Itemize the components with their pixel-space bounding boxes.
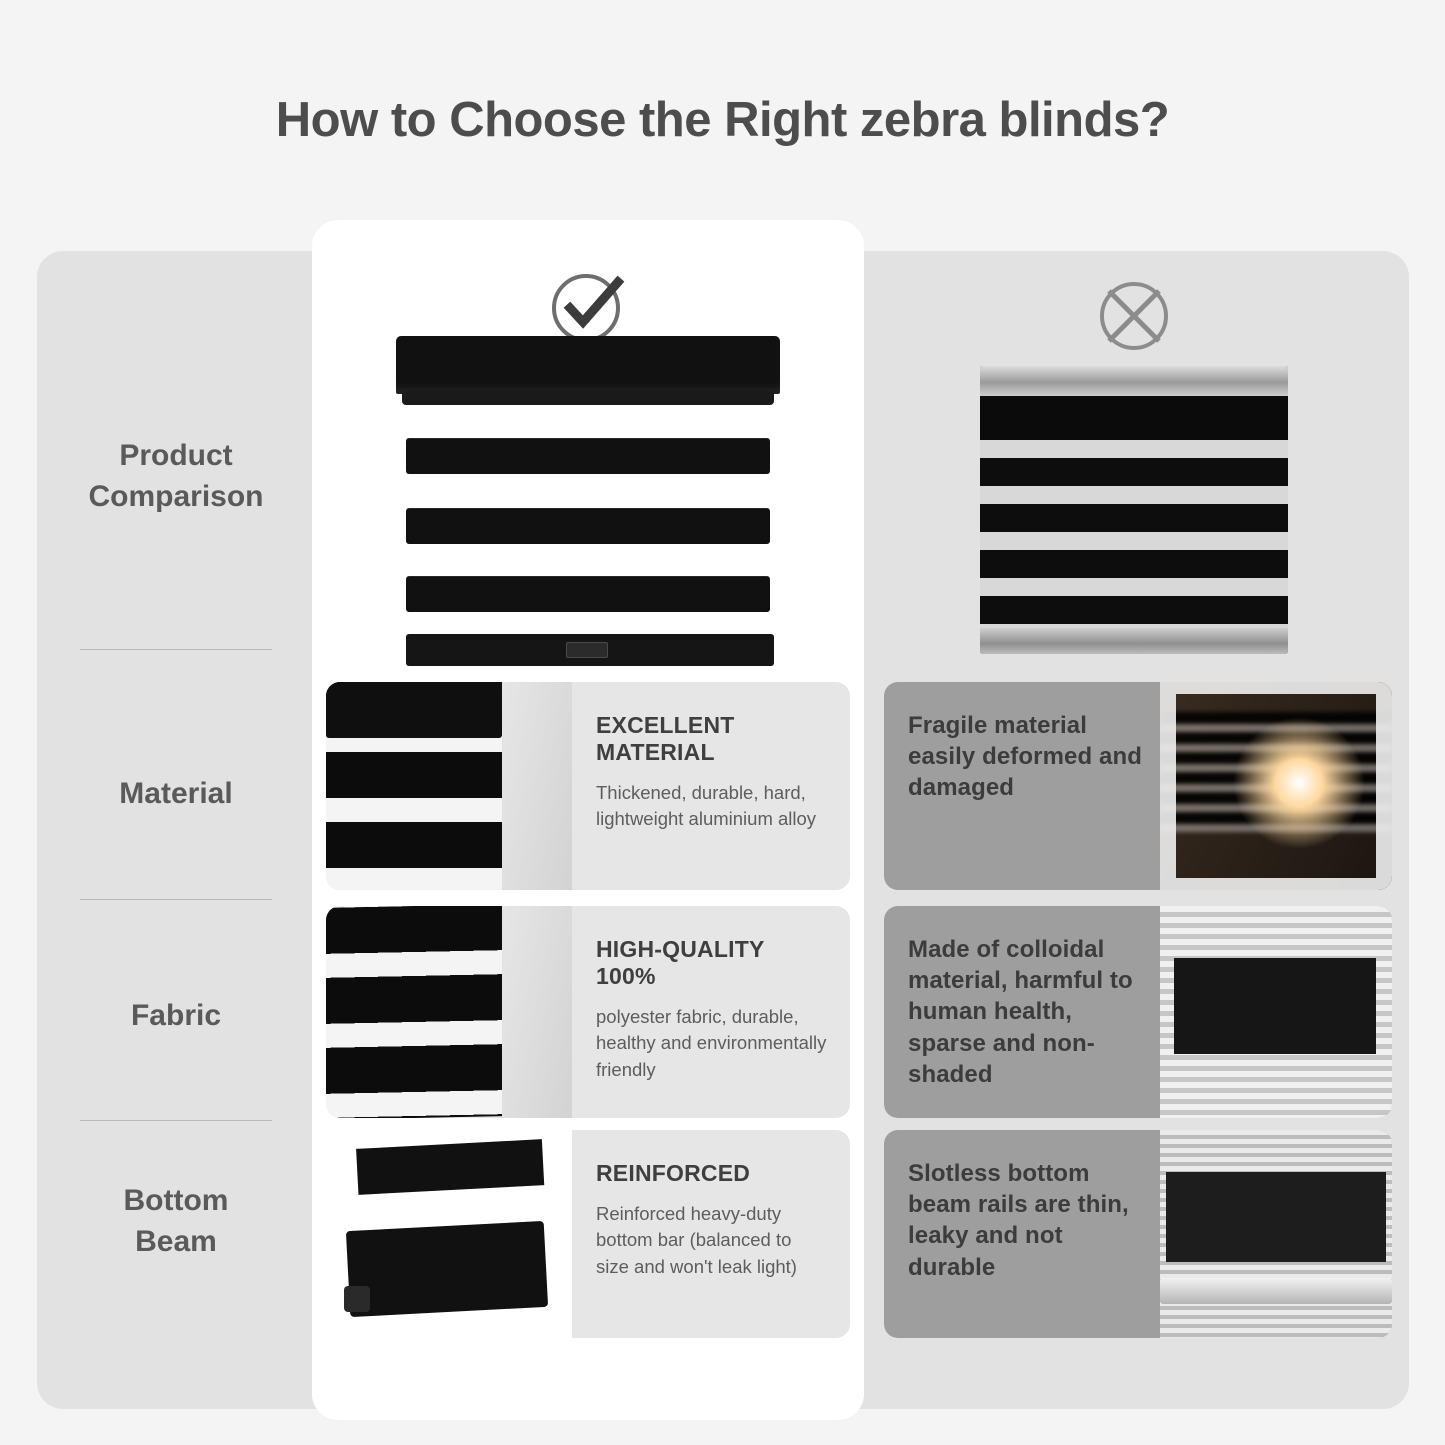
good-zebra-blind-image	[396, 336, 780, 670]
row-divider-1	[80, 649, 272, 650]
window-scene	[326, 682, 572, 890]
bad-material-image	[1160, 682, 1392, 890]
good-material-card	[326, 682, 850, 890]
bad-fabric-text	[884, 906, 1160, 1118]
row-divider-3	[80, 1120, 272, 1121]
good-blind-slat	[406, 508, 770, 544]
sparse-fabric-scene	[1160, 906, 1392, 1118]
bad-blind-bottom-rail	[980, 628, 1288, 654]
good-blind-pull-tab	[566, 642, 608, 658]
thin-bottom-rail	[1160, 1278, 1392, 1304]
window-scene	[326, 906, 572, 1118]
page-title: How to Choose the Right zebra blinds?	[275, 93, 1170, 147]
row-label-bottom-beam: Bottom Beam	[123, 1184, 229, 1258]
check-mark-icon	[546, 262, 630, 346]
bad-bottom-beam-card	[884, 1130, 1392, 1338]
bad-material-card	[884, 682, 1392, 890]
good-fabric-text	[572, 906, 850, 1118]
good-blind-headrail	[396, 336, 780, 394]
good-material-text	[572, 682, 850, 890]
bad-blind-blackout-band	[980, 396, 1288, 440]
good-blind-slat	[406, 438, 770, 474]
bad-fabric-heading: Made of colloidal material, harmful to human health, sparse and non-shaded	[908, 936, 1133, 1088]
good-fabric-heading: HIGH-QUALITY 100%	[596, 936, 765, 989]
window-frame	[1160, 682, 1392, 890]
bad-material-heading: Fragile material easily deformed and damaged	[908, 712, 1142, 802]
bad-bottom-beam-heading: Slotless bottom beam rails are thin, leaky and not durable	[908, 1160, 1129, 1281]
bad-blind-headrail	[980, 366, 1288, 396]
aluminium-headrail	[326, 682, 502, 738]
row-label-column	[60, 251, 292, 1409]
bad-bottom-beam-text	[884, 1130, 1160, 1338]
bad-fabric-image	[1160, 906, 1392, 1118]
good-fabric-card	[326, 906, 850, 1118]
dark-panel	[1166, 1172, 1386, 1262]
bad-material-text	[884, 682, 1160, 890]
bad-zebra-blind-image	[980, 366, 1288, 654]
beam-fabric	[356, 1139, 546, 1227]
good-bottom-beam-body: Reinforced heavy-duty bottom bar (balanced to size and won't leak light)	[596, 1203, 797, 1277]
bad-bottom-beam-image	[1160, 1130, 1392, 1338]
good-bottom-beam-heading: REINFORCED	[596, 1160, 751, 1186]
polyester-fabric-stripes	[326, 906, 502, 1118]
dark-panel	[1174, 958, 1376, 1054]
good-bottom-beam-card	[326, 1130, 850, 1338]
good-bottom-beam-text	[572, 1130, 850, 1338]
row-divider-2	[80, 899, 272, 900]
bad-fabric-card	[884, 906, 1392, 1118]
heavy-duty-bottom-bar	[346, 1221, 548, 1317]
good-blind-slat	[406, 576, 770, 612]
good-material-image	[326, 682, 572, 890]
row-label-product-comparison-text: Product Comparison	[88, 439, 264, 513]
good-material-heading: EXCELLENT MATERIAL	[596, 712, 735, 765]
slotless-rail-scene	[1160, 1130, 1392, 1338]
row-label-fabric: Fabric	[130, 999, 222, 1032]
good-bottom-beam-image	[326, 1130, 572, 1338]
good-fabric-image	[326, 906, 572, 1118]
cross-mark-icon	[1092, 274, 1176, 358]
row-label-material: Material	[119, 777, 233, 810]
good-material-body: Thickened, durable, hard, lightweight aluminium alloy	[596, 782, 817, 830]
row-label-product-comparison	[60, 436, 292, 517]
reinforced-beam-scene	[326, 1130, 572, 1338]
sunlit-window-scene	[1160, 682, 1392, 890]
bottom-bar-endcap	[344, 1286, 370, 1312]
good-fabric-body: polyester fabric, durable, healthy and environmentally friendly	[596, 1006, 827, 1080]
